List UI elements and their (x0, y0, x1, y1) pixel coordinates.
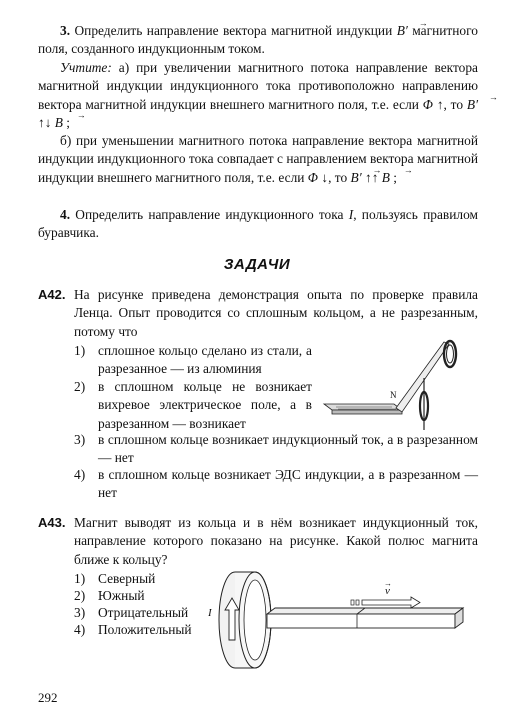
parallel-sign: ↑↑ (365, 169, 379, 185)
note-b (38, 132, 478, 187)
option-4: 4) в сплошном кольце возникает ЭДС индукции, а в разрезанном — нет (74, 467, 478, 501)
option-2: 2) в сплошном кольце не возникает вихревое электрическое поле, а в разрезанном — возникает (74, 379, 312, 431)
rocker-beam (396, 342, 449, 412)
note-label: Учтите: (60, 60, 112, 75)
step-3-text: Определить направление вектора магнитной индукции (74, 23, 393, 38)
note-a-text: а) при увеличении магнитного потока направление вектора магнитной индукции индукционного тока противоположно направлению вектора магнитной индукции внешнего магнитного поля, т.е. если (38, 60, 478, 112)
option-a43-4: 4) Положительный (74, 622, 192, 637)
b-prime-vector: → B′ (397, 23, 408, 38)
task-question-2: Магнит выводят из кольца и в нём возникает индукционный ток, направление которого показано на рисунке. Какой полюс магнита ближе к кольцу? (74, 515, 478, 567)
b-prime-vector-3: → B′ (351, 170, 362, 185)
option-a43-1: 1) Северный (74, 571, 156, 586)
flux-symbol: Φ (422, 96, 433, 112)
note-b-text: б) при уменьшении магнитного потока направление вектора магнитной индукции индукционного тока совпадает с направлением вектора магнитной индукции внешнего магнитного поля, т.е. если (38, 133, 478, 185)
comma: , (328, 169, 332, 185)
step-4-text: Определить направление индукционного тока (75, 207, 344, 222)
conducting-ring (219, 572, 271, 668)
flux-symbol-2: Φ (307, 169, 318, 185)
option-3: 3) в сплошном кольце возникает индукционный ток, а в разрезанном — нет (74, 432, 478, 466)
lenz-ring-figure (322, 334, 472, 434)
task-number-2: A43. (38, 515, 66, 530)
page-number: 292 (38, 690, 58, 705)
velocity-label: v (385, 585, 390, 597)
step-3-tail: магнитного поля, созданного индукционным током. (38, 23, 478, 57)
step-3-number: 3. (60, 23, 71, 38)
note-a (38, 59, 478, 132)
current-label: I (208, 607, 212, 619)
step-3 (38, 22, 478, 59)
current-symbol: I (348, 207, 354, 222)
then-text-2: то (334, 169, 348, 185)
task-a43 (38, 514, 478, 569)
ring-magnet-figure (205, 566, 475, 674)
section-title: ЗАДАЧИ (223, 256, 291, 273)
semicolon-2: ; (393, 169, 398, 185)
option-a43-2: 2) Южный (74, 588, 145, 603)
option-1: 1) сплошное кольцо сделано из стали, а разрезанное — из алюминия (74, 343, 312, 377)
semicolon: ; (66, 114, 71, 130)
pole-label: N (390, 390, 397, 400)
up-arrow: ↑ (436, 96, 444, 112)
step-4-number: 4. (60, 207, 71, 222)
step-4 (38, 206, 478, 243)
b-vector: → B (55, 115, 63, 130)
velocity-arrow (351, 597, 420, 608)
anti-parallel-sign: ↑↓ (38, 114, 52, 130)
b-prime-vector-2: → B′ (467, 97, 478, 112)
magnet-bar-2 (267, 608, 463, 628)
vector-arrow-mark: → (384, 579, 392, 588)
step-4-tail: , пользуясь правилом буравчика. (38, 207, 478, 241)
down-arrow: ↓ (321, 169, 329, 185)
task-a42 (38, 286, 478, 341)
option-a43-3: 3) Отрицательный (74, 605, 189, 620)
then-text: , то (443, 96, 464, 112)
task-number: A42. (38, 287, 66, 302)
task-question: На рисунке приведена демонстрация опыта по проверке правила Ленца. Опыт проводится со сплошным кольцом, а не разрезанным, потому что (74, 287, 478, 339)
b-vector-2: → B (382, 170, 390, 185)
magnet-bar (324, 404, 402, 414)
